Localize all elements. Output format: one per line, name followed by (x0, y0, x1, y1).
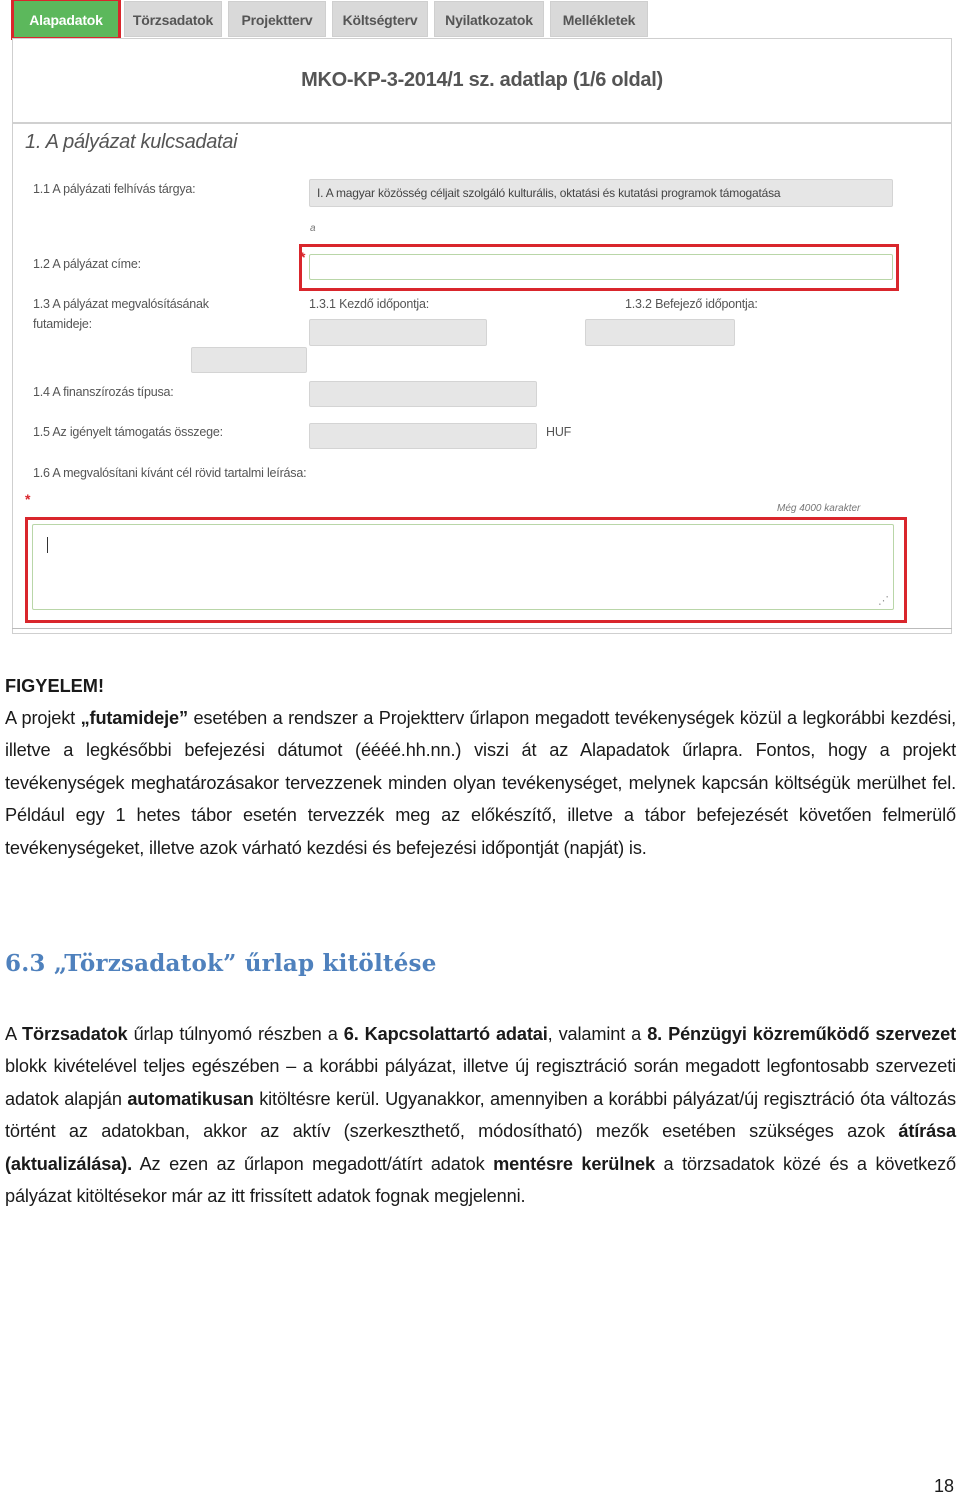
end-date-field (585, 319, 735, 346)
tab-torzsadatok[interactable]: Törzsadatok (124, 1, 222, 37)
resize-handle-icon[interactable]: ⋰ (878, 595, 889, 607)
description-textarea[interactable] (32, 524, 894, 610)
field-hint: a (310, 223, 316, 234)
duration-field (191, 347, 307, 373)
label-1-4: 1.4 A finanszírozás típusa: (33, 385, 174, 399)
text-run-bold: „futamideje” (80, 708, 188, 728)
text-run-bold: automatikusan (127, 1088, 254, 1109)
text-run: Az ezen az űrlapon megadott/átírt adatok (132, 1153, 494, 1174)
text-run: a törzsadatok közé és a következő pályázat kitöltésekor már az itt frissített adatok fognak megjelenni. (5, 1153, 956, 1207)
grant-amount-field (309, 423, 537, 449)
page-number: 18 (933, 1476, 954, 1496)
currency-label: HUF (546, 425, 572, 439)
label-start-date: 1.3.1 Kezdő időpontja: (309, 297, 430, 311)
text-run-bold: 6. Kapcsolattartó adatai (343, 1024, 548, 1044)
page-title: MKO-KP-3-2014/1 sz. adatlap (1/6 oldal) (301, 69, 663, 91)
required-mark: * (25, 491, 31, 507)
project-title-input[interactable] (309, 254, 893, 280)
start-date-field (309, 319, 487, 346)
label-1-2: 1.2 A pályázat címe: (33, 257, 141, 271)
text-run: A projekt (5, 708, 81, 728)
required-mark: * (300, 249, 306, 265)
body-paragraph (5, 1018, 956, 1212)
text-run-bold: Törzsadatok (22, 1024, 128, 1044)
tab-koltsegterv[interactable]: Költségterv (332, 1, 428, 37)
financing-type-field (309, 381, 537, 407)
tab-projektterv[interactable]: Projektterv (228, 1, 326, 37)
text-run: esetében a rendszer a Projektterv űrlapon megadott tevékenységek közül a legkorábbi kezdési, illetve a legkésőbbi befejezési dátumot (éééé.hh.nn.) viszi át az Alapadatok űrlapra. Fontos, hogy a projekt tevékenységek meghatározásakor tervezzenek minden olyan tevékenységet, melynek kapcsán költségük merülhet fel. Például egy 1 hetes tábor esetén tervezzék meg az előkészítő, illetve a tábor befejezését követően felmerülő tevékenységeket, illetve azok várható kezdési és befejezési időpontját (napját) is. (5, 708, 956, 858)
text-run: űrlap túlnyomó részben a (127, 1024, 344, 1044)
section-heading: 6.3 „Törzsadatok” űrlap kitöltése (5, 950, 437, 977)
text-run-bold: mentésre kerülnek (493, 1153, 655, 1174)
char-counter: Még 4000 karakter (777, 503, 861, 514)
label-1-1: 1.1 A pályázati felhívás tárgya: (33, 182, 196, 196)
field-topic: I. A magyar közösség céljait szolgáló kulturális, oktatási és kutatási programok támogatása (309, 179, 893, 207)
warning-paragraph (5, 702, 956, 864)
section-title: 1. A pályázat kulcsadatai (25, 131, 238, 153)
warning-heading: FIGYELEM! (5, 676, 105, 696)
form-panel (12, 38, 952, 634)
tab-nyilatkozatok[interactable]: Nyilatkozatok (434, 1, 544, 37)
text-run: , valamint a (547, 1024, 648, 1044)
label-1-5: 1.5 Az igényelt támogatás összege: (33, 425, 223, 439)
text-run: blokk kivételével teljes egészében – a korábbi pályázat, illetve új regisztráció során megadott legfontosabb szervezeti adatok alapján (5, 1056, 956, 1109)
text-caret (47, 537, 48, 553)
tab-alapadatok[interactable]: Alapadatok (14, 1, 118, 37)
label-1-3a: 1.3 A pályázat megvalósításának (33, 297, 209, 311)
text-run-bold: 8. Pénzügyi közreműködő szervezet (647, 1024, 956, 1044)
text-run: kitöltésre kerül. Ugyanakkor, amennyiben a korábbi pályázat/új regisztráció óta változás történt az adatokban, akkor az aktív (szerkeszthető, módosítható) mezők esetében szükséges azok (5, 1088, 956, 1142)
label-end-date: 1.3.2 Befejező időpontja: (625, 297, 758, 311)
label-1-6: 1.6 A megvalósítani kívánt cél rövid tartalmi leírása: (33, 466, 307, 480)
panel-bottom-edge (12, 628, 952, 635)
text-run: A (5, 1024, 23, 1044)
title-divider (13, 122, 951, 124)
label-1-3b: futamideje: (33, 317, 92, 331)
tab-mellekletek[interactable]: Mellékletek (550, 1, 648, 37)
text-run-bold: átírása (aktualizálása). (5, 1121, 956, 1174)
tab-bar (12, 0, 952, 38)
form-screenshot (10, 0, 954, 634)
